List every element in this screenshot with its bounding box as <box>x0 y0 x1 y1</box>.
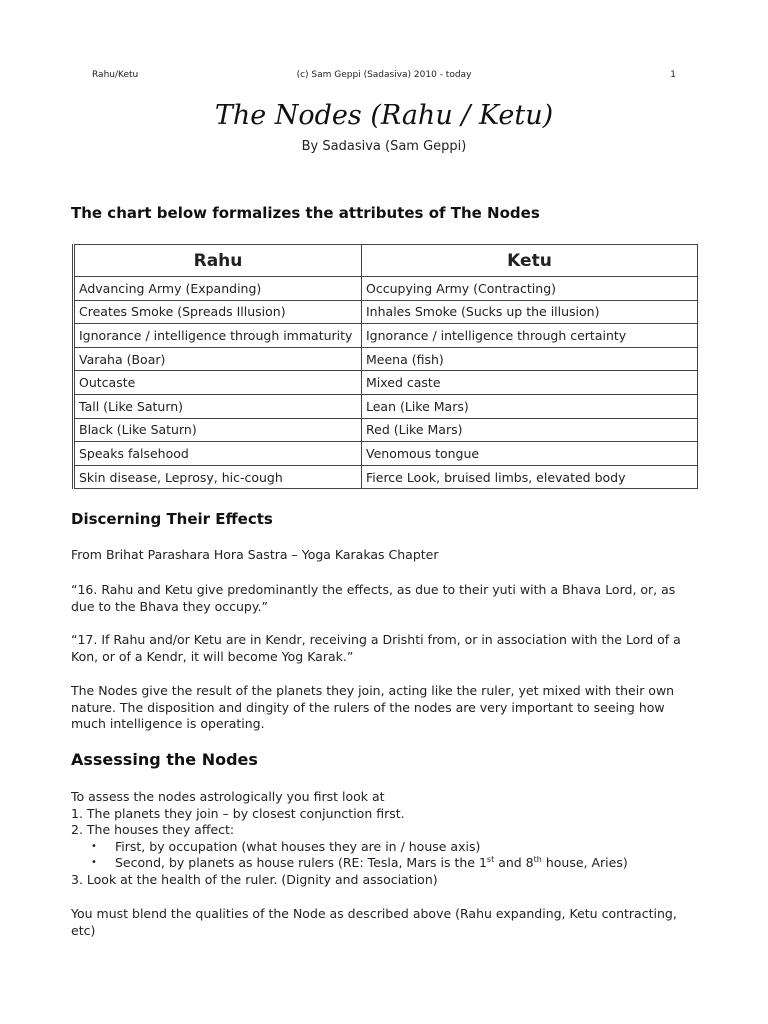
table-row <box>74 324 698 348</box>
rahu-cell: Tall (Like Saturn) <box>74 394 362 418</box>
ketu-cell: Venomous tongue <box>362 442 698 466</box>
table-row <box>74 442 698 466</box>
table-row <box>74 418 698 442</box>
quote-17: “17. If Rahu and/or Ketu are in Kendr, receiving a Drishti from, or in association with the Lord of a Kon, or of a Kendr, it will become Yog Karak.” <box>71 632 681 664</box>
rahu-cell: Skin disease, Leprosy, hic-cough <box>74 465 362 489</box>
attributes-table <box>72 244 698 489</box>
ketu-cell: Meena (fish) <box>362 347 698 371</box>
nodes-explanation: The Nodes give the result of the planets they join, acting like the ruler, yet mixed with their own nature. The disposition and dingity of the rulers of the nodes are very important to seeing how much intelligence is operating. <box>71 683 675 731</box>
step-3: 3. Look at the health of the ruler. (Dignity and association) <box>71 871 438 887</box>
column-header-ketu: Ketu <box>362 245 698 277</box>
assessing-heading: Assessing the Nodes <box>71 750 258 769</box>
assessing-list <box>71 789 701 888</box>
ketu-cell: Ignorance / intelligence through certainty <box>362 324 698 348</box>
source-line: From Brihat Parashara Hora Sastra – Yoga Karakas Chapter <box>71 547 439 562</box>
page-title: The Nodes (Rahu / Ketu) <box>214 100 554 131</box>
quote-16: “16. Rahu and Ketu give predominantly the effects, as due to their yuti with a Bhava Lord, or, as due to the Bhava they occupy.” <box>71 582 676 614</box>
table-row <box>74 277 698 301</box>
byline: By Sadasiva (Sam Geppi) <box>301 139 467 154</box>
rahu-cell: Creates Smoke (Spreads Illusion) <box>74 300 362 324</box>
effects-heading: Discerning Their Effects <box>71 510 273 528</box>
page-number: 1 <box>670 70 676 80</box>
rahu-cell: Outcaste <box>74 371 362 395</box>
table-row <box>74 347 698 371</box>
step-2: 2. The houses they affect: <box>71 822 235 837</box>
ketu-cell: Lean (Like Mars) <box>362 394 698 418</box>
table-header-row <box>74 245 698 277</box>
header-left: Rahu/Ketu <box>92 70 139 80</box>
ketu-cell: Mixed caste <box>362 371 698 395</box>
intro-heading: The chart below formalizes the attributes of The Nodes <box>71 204 540 222</box>
table-row <box>74 465 698 489</box>
rahu-cell: Advancing Army (Expanding) <box>74 277 362 301</box>
rahu-cell: Black (Like Saturn) <box>74 418 362 442</box>
ketu-cell: Red (Like Mars) <box>362 418 698 442</box>
header-copyright: (c) Sam Geppi (Sadasiva) 2010 - today <box>296 70 472 80</box>
column-header-rahu: Rahu <box>74 245 362 277</box>
ketu-cell: Occupying Army (Contracting) <box>362 277 698 301</box>
table-row <box>74 300 698 324</box>
bullet-occupation: • First, by occupation (what houses they are in / house axis) <box>115 839 701 856</box>
rahu-cell: Ignorance / intelligence through immaturity <box>74 324 362 348</box>
ketu-cell: Inhales Smoke (Sucks up the illusion) <box>362 300 698 324</box>
assessing-lead: To assess the nodes astrologically you first look at <box>71 789 385 804</box>
table-row <box>74 371 698 395</box>
bullet-house-rulers: • Second, by planets as house rulers (RE: Tesla, Mars is the 1st and 8th house, Aries) <box>115 855 701 872</box>
rahu-cell: Speaks falsehood <box>74 442 362 466</box>
ketu-cell: Fierce Look, bruised limbs, elevated body <box>362 465 698 489</box>
rahu-cell: Varaha (Boar) <box>74 347 362 371</box>
table-row <box>74 394 698 418</box>
closing-note: You must blend the qualities of the Node as described above (Rahu expanding, Ketu contracting, etc) <box>71 906 677 938</box>
step-1: 1. The planets they join – by closest conjunction first. <box>71 805 405 821</box>
step-2-bullets <box>71 839 701 872</box>
